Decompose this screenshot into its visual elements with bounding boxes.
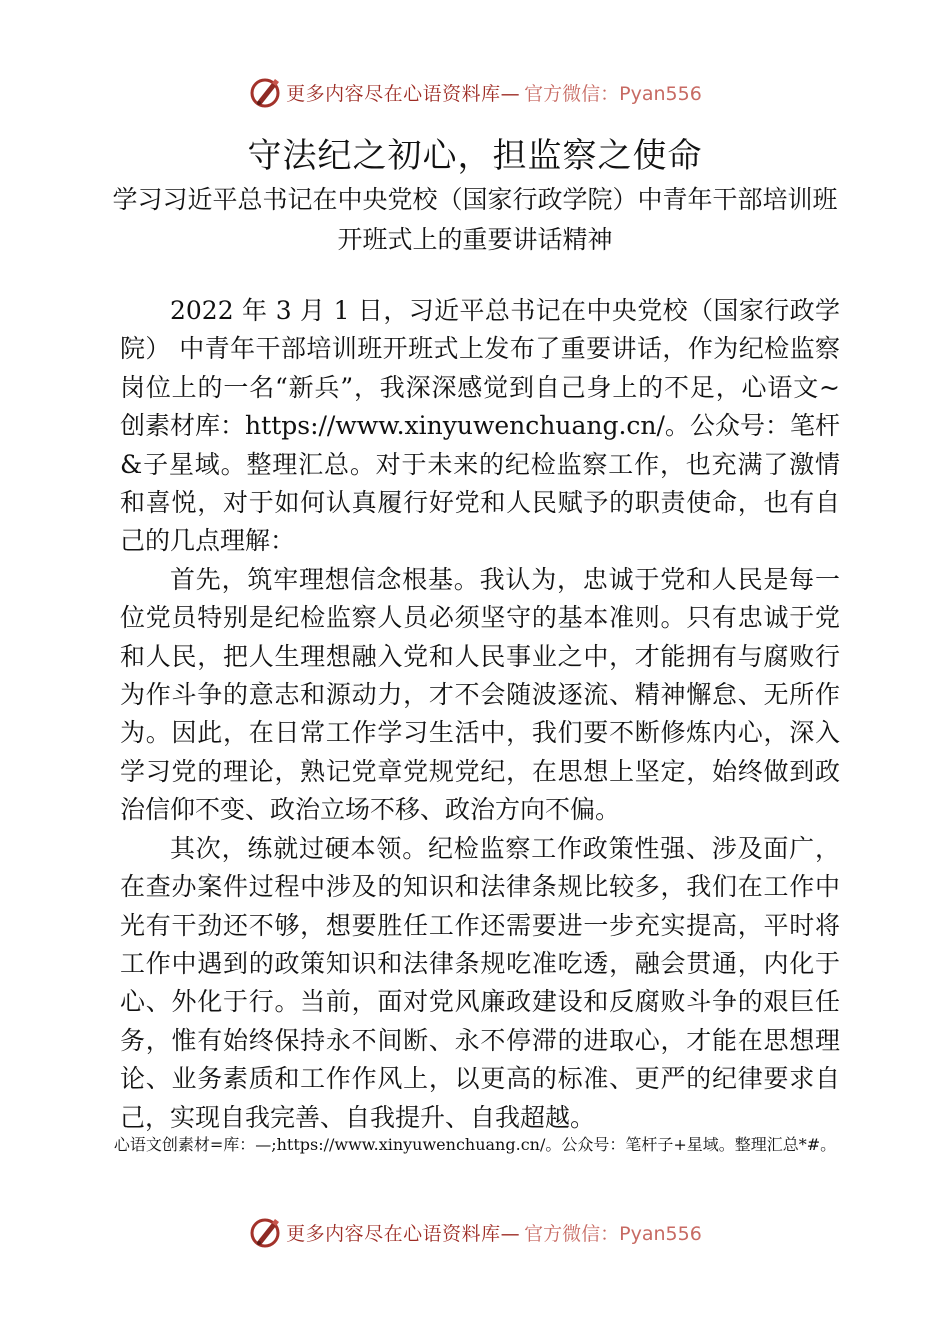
document-body	[120, 292, 840, 1137]
document-subtitle: 学习习近平总书记在中央党校（国家行政学院）中青年干部培训班开班式上的重要讲话精神	[112, 185, 838, 254]
footer-banner	[0, 1212, 950, 1252]
body-paragraph-2: 首先，筑牢理想信念根基。我认为，忠诚于党和人民是每一位党员特别是纪检监察人员必须坚守的基本准则。只有忠诚于党和人民，把人生理想融入党和人民事业之中，才能拥有与腐败行为作斗争的意志和源动力，才不会随波逐流、精神懈怠、无所作为。因此，在日常工作学习生活中，我们要不断修炼内心，深入学习党的理论，熟记党章党规党纪，在思想上坚定，始终做到政治信仰不变、政治立场不移、政治方向不偏。	[120, 564, 840, 825]
banner-title: 更多内容尽在心语资料库—	[286, 1222, 521, 1245]
document-title: 守法纪之初心，担监察之使命	[247, 136, 703, 176]
body-paragraph-1: 2022 年 3 月 1 日，习近平总书记在中央党校（国家行政学院） 中青年干部培训班开班式上发布了重要讲话，作为纪检监察岗位上的一名“新兵”，我深深感觉到自己身上的不足，心语文~创素材库：https://www.xinyuwenchuang.cn/。公众号：笔杆&子星域。整理汇总。对于未来的纪检监察工作，也充满了激情和喜悦，对于如何认真履行好党和人民赋予的职责使命，也有自己的几点理解：	[120, 296, 840, 556]
banner-wechat: 官方微信：Pyan556	[524, 1222, 702, 1245]
pen-nib-icon	[248, 1215, 282, 1249]
pen-nib-icon	[248, 75, 282, 109]
body-paragraph-3: 其次，练就过硬本领。纪检监察工作政策性强、涉及面广，在查办案件过程中涉及的知识和法律条规比较多，我们在工作中光有干劲还不够，想要胜任工作还需要进一步充实提高，平时将工作中遇到的政策知识和法律条规吃准吃透，融会贯通，内化于心、外化于行。当前，面对党风廉政建设和反腐败斗争的艰巨任务，惟有始终保持永不间断、永不停滞的进取心，才能在思想理论、业务素质和工作作风上，以更高的标准、更严的纪律要求自己，实现自我完善、自我提升、自我超越。	[120, 833, 840, 1132]
banner-title: 更多内容尽在心语资料库—	[286, 82, 521, 105]
footnote: 心语文创素材=库：—;https://www.xinyuwenchuang.cn/。公众号：笔杆子+星域。整理汇总*#。	[113, 1135, 837, 1154]
banner-wechat: 官方微信：Pyan556	[524, 82, 702, 105]
header-banner	[0, 72, 950, 112]
